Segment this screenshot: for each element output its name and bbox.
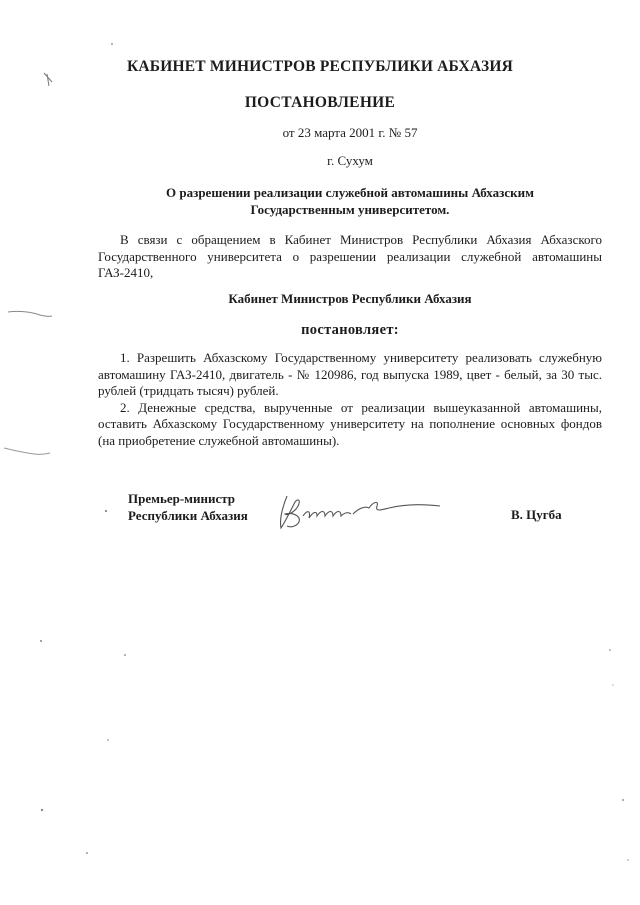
decision-verb: постановляет: [301,322,399,338]
decision-item-2: 2. Денежные средства, вырученные от реализации вышеуказанной автомашины, оставить Абхазскому Государственному университету на пополнение основных фондов (на приобретение служебной автомашины). [98,399,602,448]
decision-items [98,350,602,449]
decision-org: Кабинет Министров Республики Абхазия [228,291,472,306]
city: г. Сухум [327,153,373,168]
signatory-title [128,490,248,524]
subject-line-2: Государственным университетом. [250,202,450,217]
handwritten-signature [265,486,445,536]
decision-item-1: 1. Разрешить Абхазскому Государственному университету реализовать служебную автомашину ГАЗ-2410, двигатель - № 120986, год выпуска 1989, цвет - белый, за 30 тыс. рублей (тридцать тысяч) рублей. [98,350,602,398]
signatory-title-line-2: Республики Абхазия [128,508,248,523]
document-type-heading: ПОСТАНОВЛЕНИЕ [244,94,396,111]
date-number: от 23 марта 2001 г. № 57 [282,125,418,140]
subject-line-1: О разрешении реализации служебной автомашины Абхазским [166,185,534,200]
signatory-name: В. Цугба [511,507,562,522]
subject [30,184,640,218]
signatory-title-line-1: Премьер-министр [128,491,236,506]
cabinet-heading: КАБИНЕТ МИНИСТРОВ РЕСПУБЛИКИ АБХАЗИЯ [126,58,514,75]
preamble-paragraph: В связи с обращением в Кабинет Министров Республики Абхазия Абхазского Государственного университета о разрешении реализации служебной автомашины ГАЗ-2410, [98,232,602,280]
